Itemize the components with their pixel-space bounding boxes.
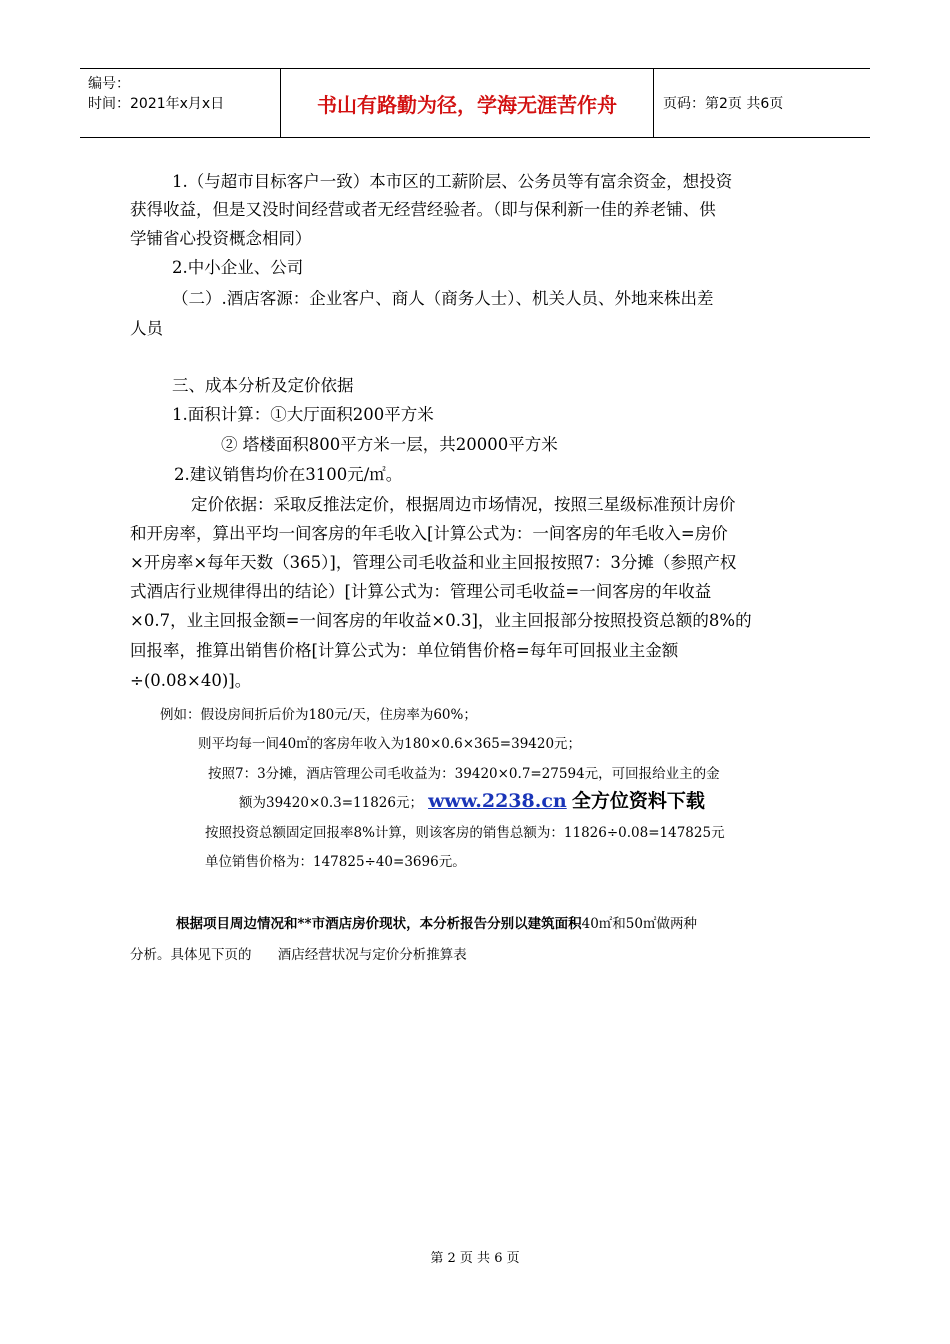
paragraph-line: 定价依据：采取反推法定价，根据周边市场情况，按照三星级标准预计房价 bbox=[191, 495, 736, 514]
header-motto: 书山有路勤为径，学海无涯苦作舟 bbox=[280, 69, 654, 137]
paragraph-line: 回报率，推算出销售价格[计算公式为：单位销售价格=每年可回报业主金额 bbox=[130, 641, 679, 660]
example-line: 则平均每一间40㎡的客房年收入为180×0.6×365=39420元； bbox=[198, 736, 582, 752]
page-indicator: 页码：第2页 共6页 bbox=[663, 96, 784, 112]
table-reference: 酒店经营状况与定价分析推算表 bbox=[277, 947, 467, 963]
paragraph-line: ② 塔楼面积800平方米一层，共20000平方米 bbox=[221, 435, 558, 454]
paragraph-line: ×0.7，业主回报金额=一间客房的年收益×0.3]，业主回报部分按照投资总额的8%的 bbox=[130, 611, 752, 630]
header-info bbox=[80, 69, 280, 137]
page-footer: 第 2 页 共 6 页 bbox=[430, 1251, 520, 1266]
download-text: 全方位资料下载 bbox=[571, 790, 705, 812]
number-label: 编号： bbox=[88, 76, 130, 92]
paragraph-line: 1.面积计算：①大厅面积200平方米 bbox=[172, 405, 434, 424]
summary-line bbox=[130, 943, 467, 963]
example-line: 例如：假设房间折后价为180元/天，住房率为60%； bbox=[160, 707, 477, 723]
page-header bbox=[80, 68, 870, 138]
summary-rest: 40㎡和50㎡做两种 bbox=[581, 916, 697, 932]
paragraph-line: 人员 bbox=[130, 319, 163, 338]
example-line: 单位销售价格为：147825÷40=3696元。 bbox=[205, 854, 466, 870]
example-line: 按照投资总额固定回报率8%计算，则该客房的销售总额为：11826÷0.08=147825元 bbox=[205, 825, 725, 841]
summary-text: 分析。具体见下页的 bbox=[130, 947, 252, 963]
section-heading: 三、成本分析及定价依据 bbox=[172, 376, 354, 395]
paragraph-line: ×开房率×每年天数（365）]，管理公司毛收益和业主回报按照7：3分摊（参照产权 bbox=[130, 553, 737, 572]
paragraph-line: 2.中小企业、公司 bbox=[172, 258, 304, 277]
example-line: 按照7：3分摊，酒店管理公司毛收益为：39420×0.7=27594元，可回报给业主的金 bbox=[208, 766, 720, 782]
time-label: 时间：2021年x月x日 bbox=[88, 96, 225, 112]
paragraph-line: 式酒店行业规律得出的结论）[计算公式为：管理公司毛收益=一间客房的年收益 bbox=[130, 582, 712, 601]
paragraph-line: 获得收益，但是又没时间经营或者无经营经验者。（即与保利新一佳的养老铺、供 bbox=[130, 200, 716, 219]
summary-bold: 根据项目周边情况和**市酒店房价现状，本分析报告分别以建筑面积 bbox=[176, 916, 582, 932]
website-link[interactable]: www.2238.cn bbox=[428, 790, 567, 812]
paragraph-line: 1.（与超市目标客户一致）本市区的工薪阶层、公务员等有富余资金，想投资 bbox=[172, 172, 733, 191]
paragraph-line: 和开房率，算出平均一间客房的年毛收入[计算公式为：一间客房的年毛收入=房价 bbox=[130, 524, 728, 543]
paragraph-line: ÷(0.08×40)]。 bbox=[130, 671, 252, 690]
paragraph-line: （二）.酒店客源：企业客户、商人（商务人士）、机关人员、外地来株出差 bbox=[172, 289, 714, 308]
example-text: 额为39420×0.3=11826元； bbox=[239, 795, 423, 811]
paragraph-line: 学铺省心投资概念相同） bbox=[130, 229, 312, 248]
example-line-with-link bbox=[239, 786, 705, 813]
summary-line bbox=[176, 912, 697, 932]
paragraph-line: 2.建议销售均价在3100元/㎡。 bbox=[174, 465, 403, 484]
